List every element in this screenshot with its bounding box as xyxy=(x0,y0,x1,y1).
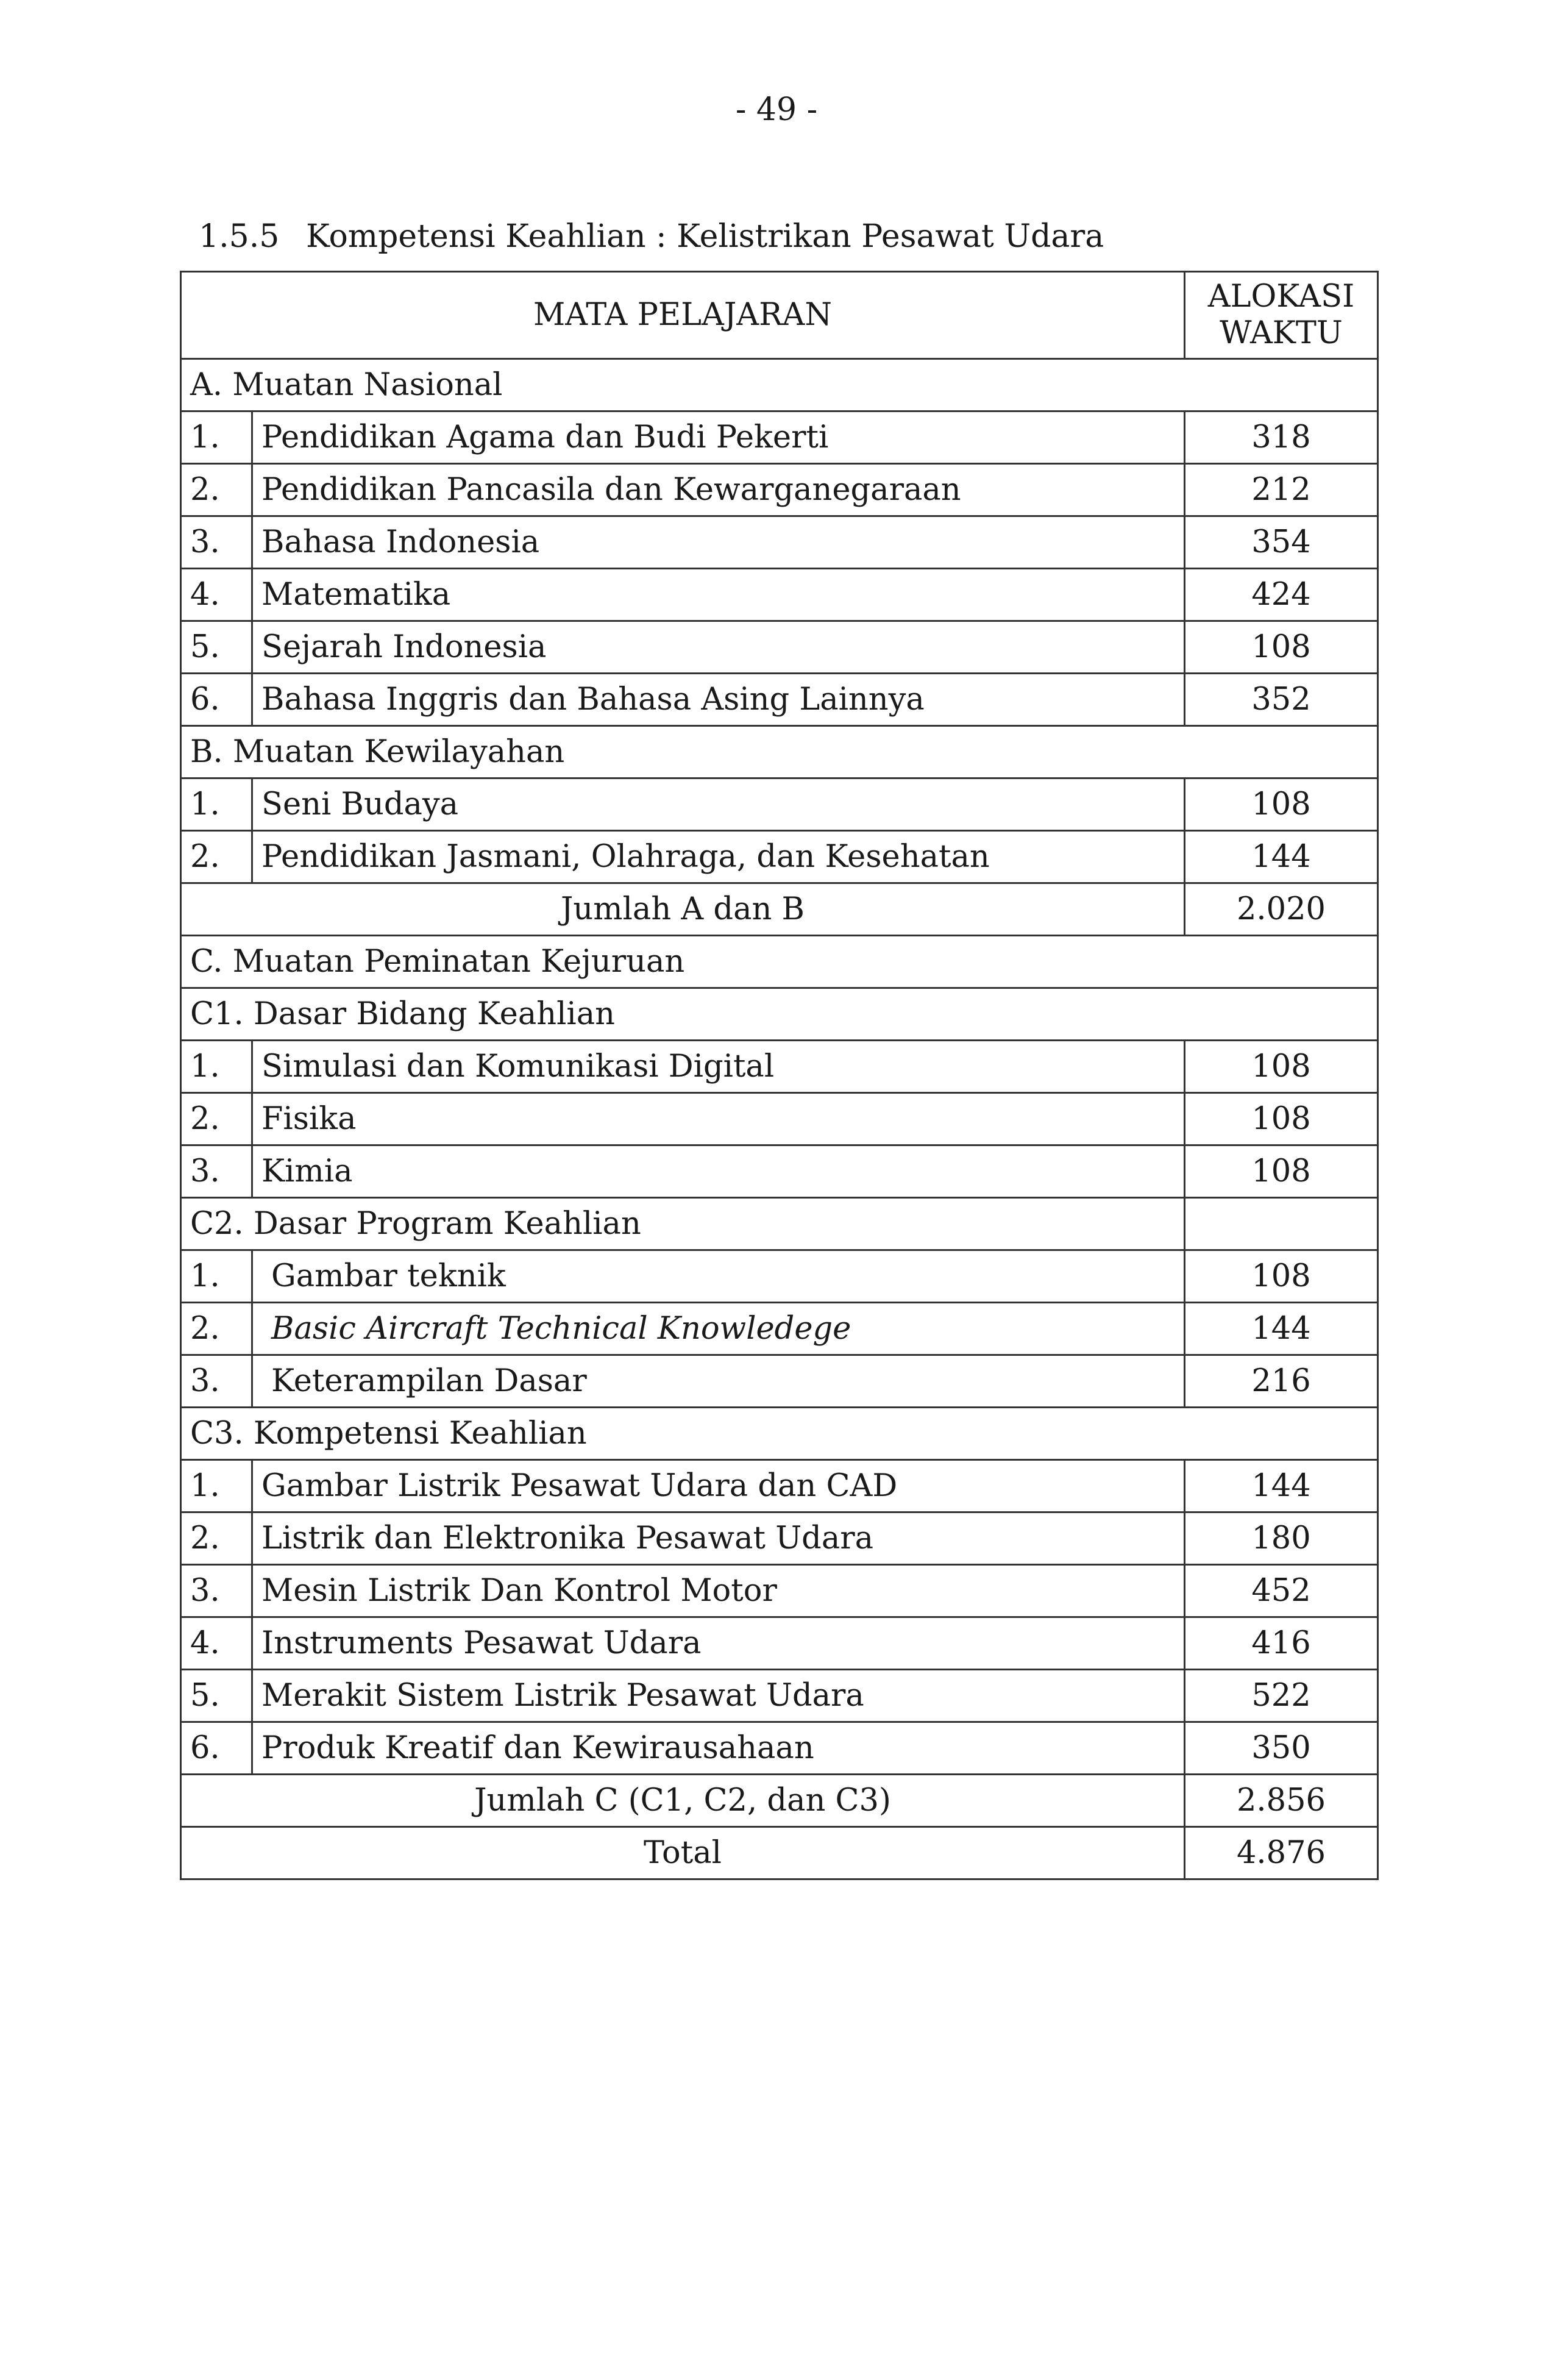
row-value: 452 xyxy=(1185,1565,1378,1617)
row-value: 522 xyxy=(1185,1670,1378,1722)
row-subject: Bahasa Inggris dan Bahasa Asing Lainnya xyxy=(252,674,1185,726)
row-subject: Simulasi dan Komunikasi Digital xyxy=(252,1041,1185,1093)
group-row-b xyxy=(181,726,1378,778)
row-subject: Produk Kreatif dan Kewirausahaan xyxy=(252,1722,1185,1775)
row-subject: Instruments Pesawat Udara xyxy=(252,1617,1185,1670)
section-number: 1.5.5 xyxy=(199,218,280,255)
table-row xyxy=(181,1303,1378,1355)
row-number: 2. xyxy=(181,1303,252,1355)
row-number: 3. xyxy=(181,516,252,569)
row-number: 3. xyxy=(181,1355,252,1408)
subgroup-row-c2 xyxy=(181,1198,1378,1250)
row-value: 108 xyxy=(1185,1093,1378,1145)
subgroup-title: C3. Kompetensi Keahlian xyxy=(181,1408,1378,1460)
subtotal-value: 2.020 xyxy=(1185,883,1378,936)
header-allocation-line2: WAKTU xyxy=(1220,315,1343,351)
grand-total-label: Total xyxy=(181,1827,1185,1879)
row-subject: Kimia xyxy=(252,1145,1185,1198)
group-title: B. Muatan Kewilayahan xyxy=(181,726,1378,778)
row-number: 1. xyxy=(181,412,252,464)
row-subject: Matematika xyxy=(252,569,1185,621)
subtotal-value: 2.856 xyxy=(1185,1775,1378,1827)
table-row xyxy=(181,1093,1378,1145)
subgroup-row-c1 xyxy=(181,988,1378,1041)
header-allocation xyxy=(1185,272,1378,359)
curriculum-table xyxy=(180,271,1379,1880)
row-value: 350 xyxy=(1185,1722,1378,1775)
row-value: 144 xyxy=(1185,831,1378,883)
table-row xyxy=(181,1670,1378,1722)
table-row xyxy=(181,778,1378,831)
table-row xyxy=(181,1460,1378,1512)
subtotal-row-ab xyxy=(181,883,1378,936)
row-value: 216 xyxy=(1185,1355,1378,1408)
row-number: 4. xyxy=(181,569,252,621)
row-subject: Merakit Sistem Listrik Pesawat Udara xyxy=(252,1670,1185,1722)
group-title: C. Muatan Peminatan Kejuruan xyxy=(181,936,1378,988)
table-row xyxy=(181,1250,1378,1303)
table-row xyxy=(181,1722,1378,1775)
group-row-c xyxy=(181,936,1378,988)
row-number: 4. xyxy=(181,1617,252,1670)
row-number: 1. xyxy=(181,1250,252,1303)
group-title: A. Muatan Nasional xyxy=(181,359,1378,412)
table-row xyxy=(181,1512,1378,1565)
row-number: 1. xyxy=(181,778,252,831)
row-number: 2. xyxy=(181,1512,252,1565)
table-row xyxy=(181,412,1378,464)
grand-total-row xyxy=(181,1827,1378,1879)
row-subject: Pendidikan Pancasila dan Kewarganegaraan xyxy=(252,464,1185,516)
row-value: 352 xyxy=(1185,674,1378,726)
row-number: 2. xyxy=(181,831,252,883)
table-row xyxy=(181,1565,1378,1617)
table-row xyxy=(181,674,1378,726)
table-row xyxy=(181,516,1378,569)
subtotal-label: Jumlah A dan B xyxy=(181,883,1185,936)
row-value: 144 xyxy=(1185,1460,1378,1512)
row-value: 424 xyxy=(1185,569,1378,621)
subgroup-empty-cell xyxy=(1185,1198,1378,1250)
row-value: 180 xyxy=(1185,1512,1378,1565)
row-value: 108 xyxy=(1185,1041,1378,1093)
row-number: 1. xyxy=(181,1041,252,1093)
row-number: 3. xyxy=(181,1565,252,1617)
row-subject: Gambar teknik xyxy=(252,1250,1185,1303)
row-value: 144 xyxy=(1185,1303,1378,1355)
row-subject: Sejarah Indonesia xyxy=(252,621,1185,674)
section-title: Kompetensi Keahlian : Kelistrikan Pesawat Udara xyxy=(306,218,1104,255)
header-allocation-line1: ALOKASI xyxy=(1207,279,1355,315)
table-row xyxy=(181,1355,1378,1408)
row-subject: Mesin Listrik Dan Kontrol Motor xyxy=(252,1565,1185,1617)
subgroup-title: C2. Dasar Program Keahlian xyxy=(181,1198,1185,1250)
row-number: 5. xyxy=(181,621,252,674)
table-row xyxy=(181,464,1378,516)
page-number: - 49 - xyxy=(735,91,818,128)
row-subject: Basic Aircraft Technical Knowledege xyxy=(252,1303,1185,1355)
subgroup-title: C1. Dasar Bidang Keahlian xyxy=(181,988,1378,1041)
table-row xyxy=(181,1617,1378,1670)
row-number: 2. xyxy=(181,464,252,516)
row-value: 108 xyxy=(1185,1250,1378,1303)
section-heading xyxy=(199,213,1104,260)
row-number: 6. xyxy=(181,674,252,726)
row-subject: Seni Budaya xyxy=(252,778,1185,831)
subtotal-label: Jumlah C (C1, C2, dan C3) xyxy=(181,1775,1185,1827)
row-subject: Pendidikan Agama dan Budi Pekerti xyxy=(252,412,1185,464)
row-value: 108 xyxy=(1185,1145,1378,1198)
table-row xyxy=(181,569,1378,621)
group-row-a xyxy=(181,359,1378,412)
row-number: 1. xyxy=(181,1460,252,1512)
header-subject: MATA PELAJARAN xyxy=(181,272,1185,359)
table-row xyxy=(181,1145,1378,1198)
row-number: 3. xyxy=(181,1145,252,1198)
row-subject: Bahasa Indonesia xyxy=(252,516,1185,569)
grand-total-value: 4.876 xyxy=(1185,1827,1378,1879)
row-number: 5. xyxy=(181,1670,252,1722)
row-number: 6. xyxy=(181,1722,252,1775)
subtotal-row-c xyxy=(181,1775,1378,1827)
row-value: 354 xyxy=(1185,516,1378,569)
table-row xyxy=(181,1041,1378,1093)
table-row xyxy=(181,831,1378,883)
row-value: 212 xyxy=(1185,464,1378,516)
row-number: 2. xyxy=(181,1093,252,1145)
row-subject: Gambar Listrik Pesawat Udara dan CAD xyxy=(252,1460,1185,1512)
row-value: 108 xyxy=(1185,621,1378,674)
row-subject: Fisika xyxy=(252,1093,1185,1145)
table-row xyxy=(181,621,1378,674)
subgroup-row-c3 xyxy=(181,1408,1378,1460)
row-value: 416 xyxy=(1185,1617,1378,1670)
row-subject: Listrik dan Elektronika Pesawat Udara xyxy=(252,1512,1185,1565)
row-value: 108 xyxy=(1185,778,1378,831)
table-header-row xyxy=(181,272,1378,359)
row-subject: Pendidikan Jasmani, Olahraga, dan Kesehatan xyxy=(252,831,1185,883)
row-subject: Keterampilan Dasar xyxy=(252,1355,1185,1408)
row-value: 318 xyxy=(1185,412,1378,464)
